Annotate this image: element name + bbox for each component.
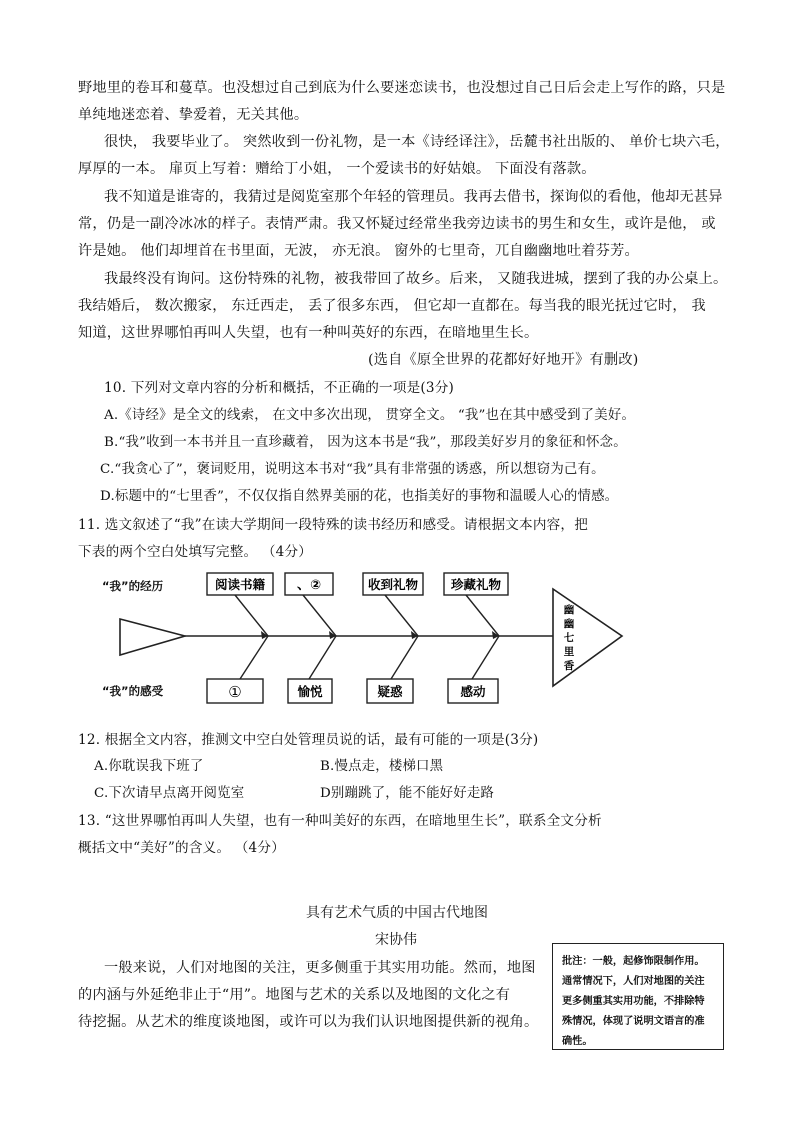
question-11-stem: 下表的两个空白处填写完整。 （4分） [78, 544, 313, 560]
head-char: 幽 [563, 618, 575, 630]
article-author: 宋协伟 [375, 932, 417, 948]
story-line: 野地里的卷耳和蔓草。也没想过自己到底为什么要迷恋读书，也没想过自己日后会走上写作的路，只是 [78, 80, 726, 96]
head-char: 里 [563, 646, 575, 658]
upper-bone [466, 595, 499, 636]
question-12-stem: 12. 根据全文内容，推测文中空白处管理员说的话，最有可能的一项是(3分) [78, 732, 539, 748]
story-line: 我最终没有询问。这份特殊的礼物，被我带回了故乡。后来， 又随我进城，摆到了我的办公桌上。 [104, 271, 728, 287]
story-line: 许是她。 他们却埋首在书里面，无波， 亦无浪。 窗外的七里奇，兀自幽幽地吐着芬芳。 [78, 243, 639, 259]
experience-text: 珍藏礼物 [450, 577, 502, 592]
feeling-text: 愉悦 [297, 684, 323, 699]
fishbone-diagram [80, 565, 640, 710]
story-line: 我不知道是谁寄的，我猜过是阅览室那个年轻的管理员。我再去借书，探询似的看他，他却无甚异 [104, 189, 723, 205]
lower-bone [240, 636, 268, 679]
annotation-box [552, 943, 724, 1050]
experience-text: 收到礼物 [367, 577, 419, 592]
q12-option-d: D别蹦跳了，能不能好好走路 [320, 786, 495, 801]
q12-option-a: A.你耽误我下班了 [94, 759, 204, 774]
q12-option-c: C.下次请早点离开阅览室 [94, 786, 245, 801]
lower-bone [472, 636, 499, 679]
story-line: 知道，这世界哪怕再叫人失望，也有一种叫英好的东西，在暗地里生长。 [78, 325, 539, 341]
q10-option-b: B.“我”收到一本书并且一直珍藏着， 因为这本书是“我”，那段美好岁月的象征和怀念。 [104, 435, 627, 450]
story-line: 厚厚的一本。 扉页上写着：赠给丁小姐， 一个爱读书的好姑娘。 下面没有落款。 [78, 161, 596, 177]
question-13-stem: 概括文中“美好”的含义。 （4分） [78, 840, 285, 856]
article-title: 具有艺术气质的中国古代地图 [306, 905, 488, 921]
article-line: 一般来说，人们对地图的关注，更多侧重于其实用功能。然而，地图 [104, 960, 536, 976]
head-char: 七 [563, 632, 575, 644]
lower-bone [309, 636, 336, 679]
feeling-text: ① [228, 683, 242, 701]
q10-option-d: D.标题中的“七里香”，不仅仅指自然界美丽的花，也指美好的事物和温暖人心的情感。 [100, 489, 619, 504]
experience-label: “我”的经历 [102, 579, 164, 593]
q12-option-b: B.慢点走，楼梯口黑 [320, 759, 444, 774]
question-11-stem: 11. 选文叙述了“我”在读大学期间一段特殊的读书经历和感受。请根据文本内容，把 [78, 517, 589, 533]
article-line: 的内涵与外延绝非止于“用”。地图与艺术的关系以及地图的文化之有 [78, 987, 511, 1003]
question-13-stem: 13. “这世界哪怕再叫人失望，也有一种叫美好的东西，在暗地里生长”，联系全文分析 [78, 813, 602, 829]
diagram-tail [120, 619, 185, 655]
question-10-stem: 10. 下列对文章内容的分析和概括，不正确的一项是(3分) [104, 380, 455, 396]
experience-text: 、② [296, 578, 322, 593]
lower-bone [391, 636, 418, 679]
q10-option-a: A.《诗经》是全文的线索， 在文中多次出现， 贯穿全文。 “我”也在其中感受到了美好。 [104, 408, 636, 423]
story-source: (选自《原全世界的花都好好地开》有删改) [368, 352, 639, 368]
head-char: 幽 [563, 604, 575, 616]
story-line: 我结婚后， 数次搬家， 东迁西走， 丢了很多东西， 但它却一直都在。每当我的眼光抚过它时， 我 [78, 298, 706, 314]
annotation-text: 批注：一般，起修饰限制作用。通常情况下，人们对地图的关注更多侧重其实用功能，不排除特殊情况，体现了说明文语言的准确性。 [562, 956, 705, 1047]
head-char: 香 [563, 660, 575, 672]
upper-bone [385, 595, 418, 636]
feeling-text: 疑惑 [377, 684, 403, 699]
upper-bone [235, 595, 268, 636]
experience-text: 阅读书籍 [214, 577, 266, 592]
story-line: 单纯地迷恋着、挚爱着，无关其他。 [78, 107, 309, 123]
q10-option-c: C.“我贪心了”，褒词贬用，说明这本书对“我”具有非常强的诱惑，所以想窃为己有。 [100, 462, 605, 477]
story-line: 常，仍是一副冷冰冰的样子。表情严肃。我又怀疑过经常坐我旁边读书的男生和女生，或许是他， 或 [78, 216, 716, 232]
story-line: 很快， 我要毕业了。 突然收到一份礼物，是一本《诗经译注》，岳麓书社出版的、 单价七块六毛， [104, 134, 730, 150]
upper-bone [303, 595, 336, 636]
article-line: 待挖掘。从艺术的维度谈地图，或许可以为我们认识地图提供新的视角。 [78, 1014, 539, 1030]
feeling-text: 感动 [460, 684, 486, 699]
feeling-label: “我”的感受 [102, 684, 164, 698]
